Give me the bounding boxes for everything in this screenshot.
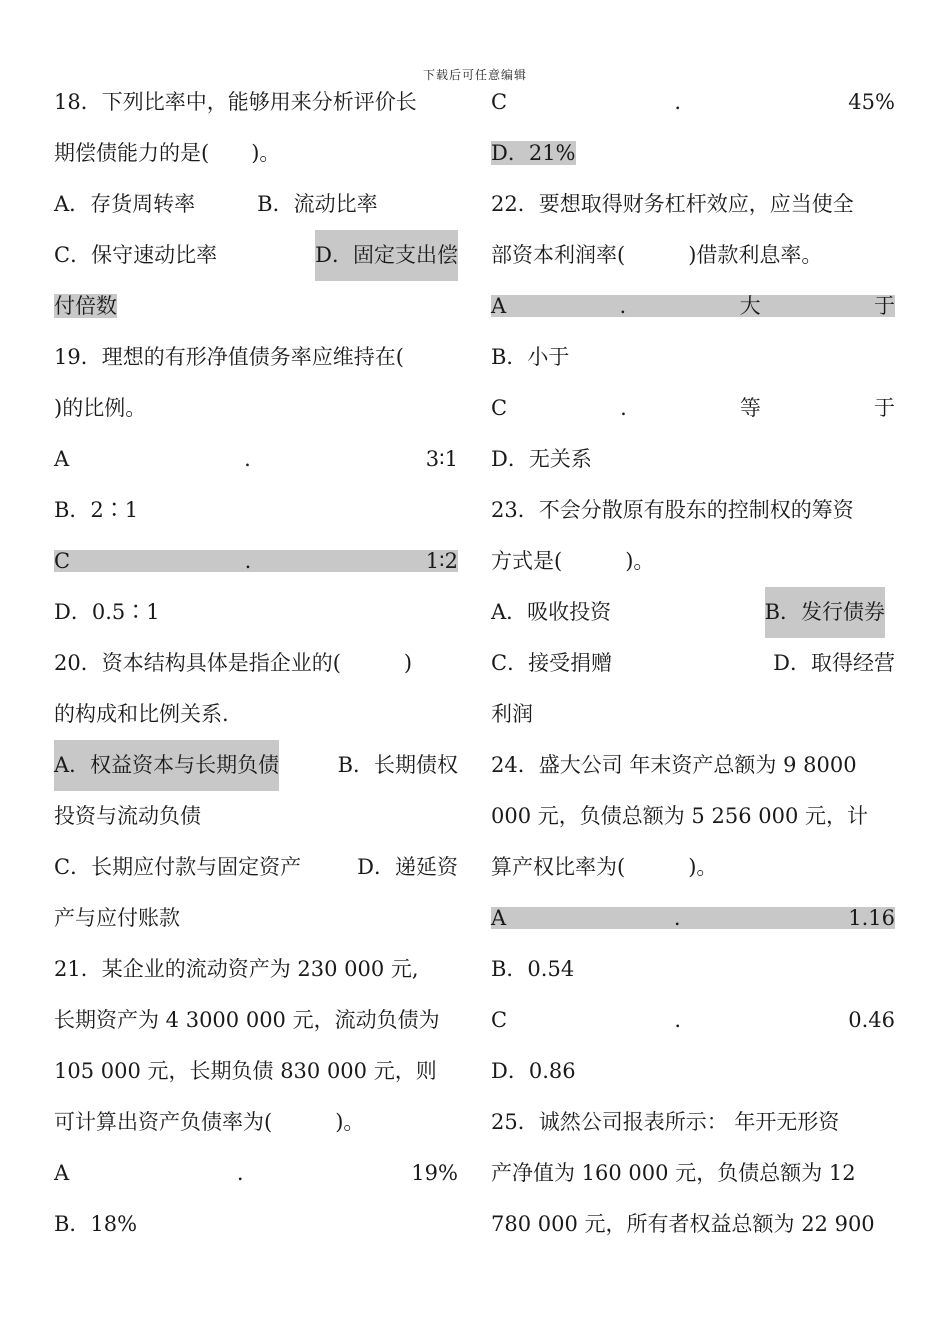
q23-option-d: D．取得经营 xyxy=(773,651,895,675)
q24-option-a-highlighted: A . 1.16 xyxy=(491,906,895,930)
right-column xyxy=(491,77,895,1250)
q21-stem-line3: 105 000 元，长期负债 830 000 元，则 xyxy=(54,1059,437,1083)
q23-options-cd xyxy=(491,638,895,689)
q24-option-c: C . 0.46 xyxy=(491,1008,895,1032)
q20-stem-line1: 20．资本结构具体是指企业的( ) xyxy=(54,651,413,675)
q23-option-a: A．吸收投资 xyxy=(491,600,612,624)
q23-option-c: C．接受捐赠 xyxy=(491,651,613,675)
q24-stem-line2: 000 元，负债总额为 5 256 000 元，计 xyxy=(491,804,868,828)
q25-stem-line1: 25．诚然公司报表所示： 年开无形资 xyxy=(491,1110,840,1134)
q21-option-a: A . 19% xyxy=(54,1161,458,1185)
q22-option-d: D．无关系 xyxy=(491,447,592,471)
q19-option-c-highlighted: C . 1∶2 xyxy=(54,549,458,573)
q22-stem-line1: 22．要想取得财务杠杆效应，应当使全 xyxy=(491,192,854,216)
q21-option-c: C . 45% xyxy=(491,90,895,114)
q18-options-ab xyxy=(54,179,458,230)
q20-option-c: C．长期应付款与固定资产 xyxy=(54,855,302,879)
q18-option-d-highlighted: D．固定支出偿 xyxy=(315,230,458,281)
q20-option-d-cont: 产与应付账款 xyxy=(54,906,180,930)
q19-option-b: B．2∶1 xyxy=(54,498,139,522)
q18-stem-line2: 期偿债能力的是( )。 xyxy=(54,141,281,165)
q18-options-cd xyxy=(54,230,458,281)
q20-option-a-highlighted: A．权益资本与长期负债 xyxy=(54,740,279,791)
q20-options-ab xyxy=(54,740,458,791)
q21-stem-line2: 长期资产为 4 3000 000 元，流动负债为 xyxy=(54,1008,440,1032)
q22-option-a-highlighted: A . 大 于 xyxy=(491,294,895,318)
q20-option-b-cont: 投资与流动负债 xyxy=(54,804,201,828)
q18-stem-line1: 18．下列比率中，能够用来分析评价长 xyxy=(54,90,417,114)
q22-option-b: B．小于 xyxy=(491,345,570,369)
q18-option-b: B．流动比率 xyxy=(257,192,378,216)
q19-option-a: A . 3∶1 xyxy=(54,447,458,471)
q18-option-a: A．存货周转率 xyxy=(54,192,196,216)
q23-stem-line2: 方式是( )。 xyxy=(491,549,655,573)
q23-options-ab xyxy=(491,587,895,638)
q20-options-cd xyxy=(54,842,458,893)
q20-option-b: B．长期债权 xyxy=(337,753,458,777)
q23-option-b-highlighted: B．发行债券 xyxy=(765,587,885,638)
q23-stem-line1: 23．不会分散原有股东的控制权的筹资 xyxy=(491,498,854,522)
q20-option-d: D．递延资 xyxy=(357,855,458,879)
q18-option-c: C．保守速动比率 xyxy=(54,243,218,267)
q24-option-d: D．0.86 xyxy=(491,1059,576,1083)
q21-option-b: B．18% xyxy=(54,1212,138,1236)
q19-option-d: D．0.5∶1 xyxy=(54,600,160,624)
q23-option-d-cont: 利润 xyxy=(491,702,533,726)
q24-option-b: B．0.54 xyxy=(491,957,575,981)
q25-stem-line3: 780 000 元，所有者权益总额为 22 900 xyxy=(491,1212,875,1236)
q21-stem-line4: 可计算出资产负债率为( )。 xyxy=(54,1110,365,1134)
q18-option-d-cont: 付倍数 xyxy=(54,294,117,318)
q24-stem-line1: 24．盛大公司 年末资产总额为 9 8000 xyxy=(491,753,857,777)
q22-option-c: C . 等 于 xyxy=(491,396,895,420)
q19-stem-line1: 19．理想的有形净值债务率应维持在( xyxy=(54,345,404,369)
q20-stem-line2: 的构成和比例关系. xyxy=(54,702,229,726)
q22-stem-line2: 部资本利润率( )借款利息率。 xyxy=(491,243,823,267)
q24-stem-line3: 算产权比率为( )。 xyxy=(491,855,718,879)
q21-option-d-highlighted: D．21% xyxy=(491,141,576,165)
q25-stem-line2: 产净值为 160 000 元，负债总额为 12 xyxy=(491,1161,856,1185)
page-header: 下载后可任意编辑 xyxy=(422,68,527,82)
q21-stem-line1: 21．某企业的流动资产为 230 000 元, xyxy=(54,957,419,981)
q19-stem-line2: )的比例。 xyxy=(54,396,147,420)
left-column xyxy=(54,77,458,1250)
